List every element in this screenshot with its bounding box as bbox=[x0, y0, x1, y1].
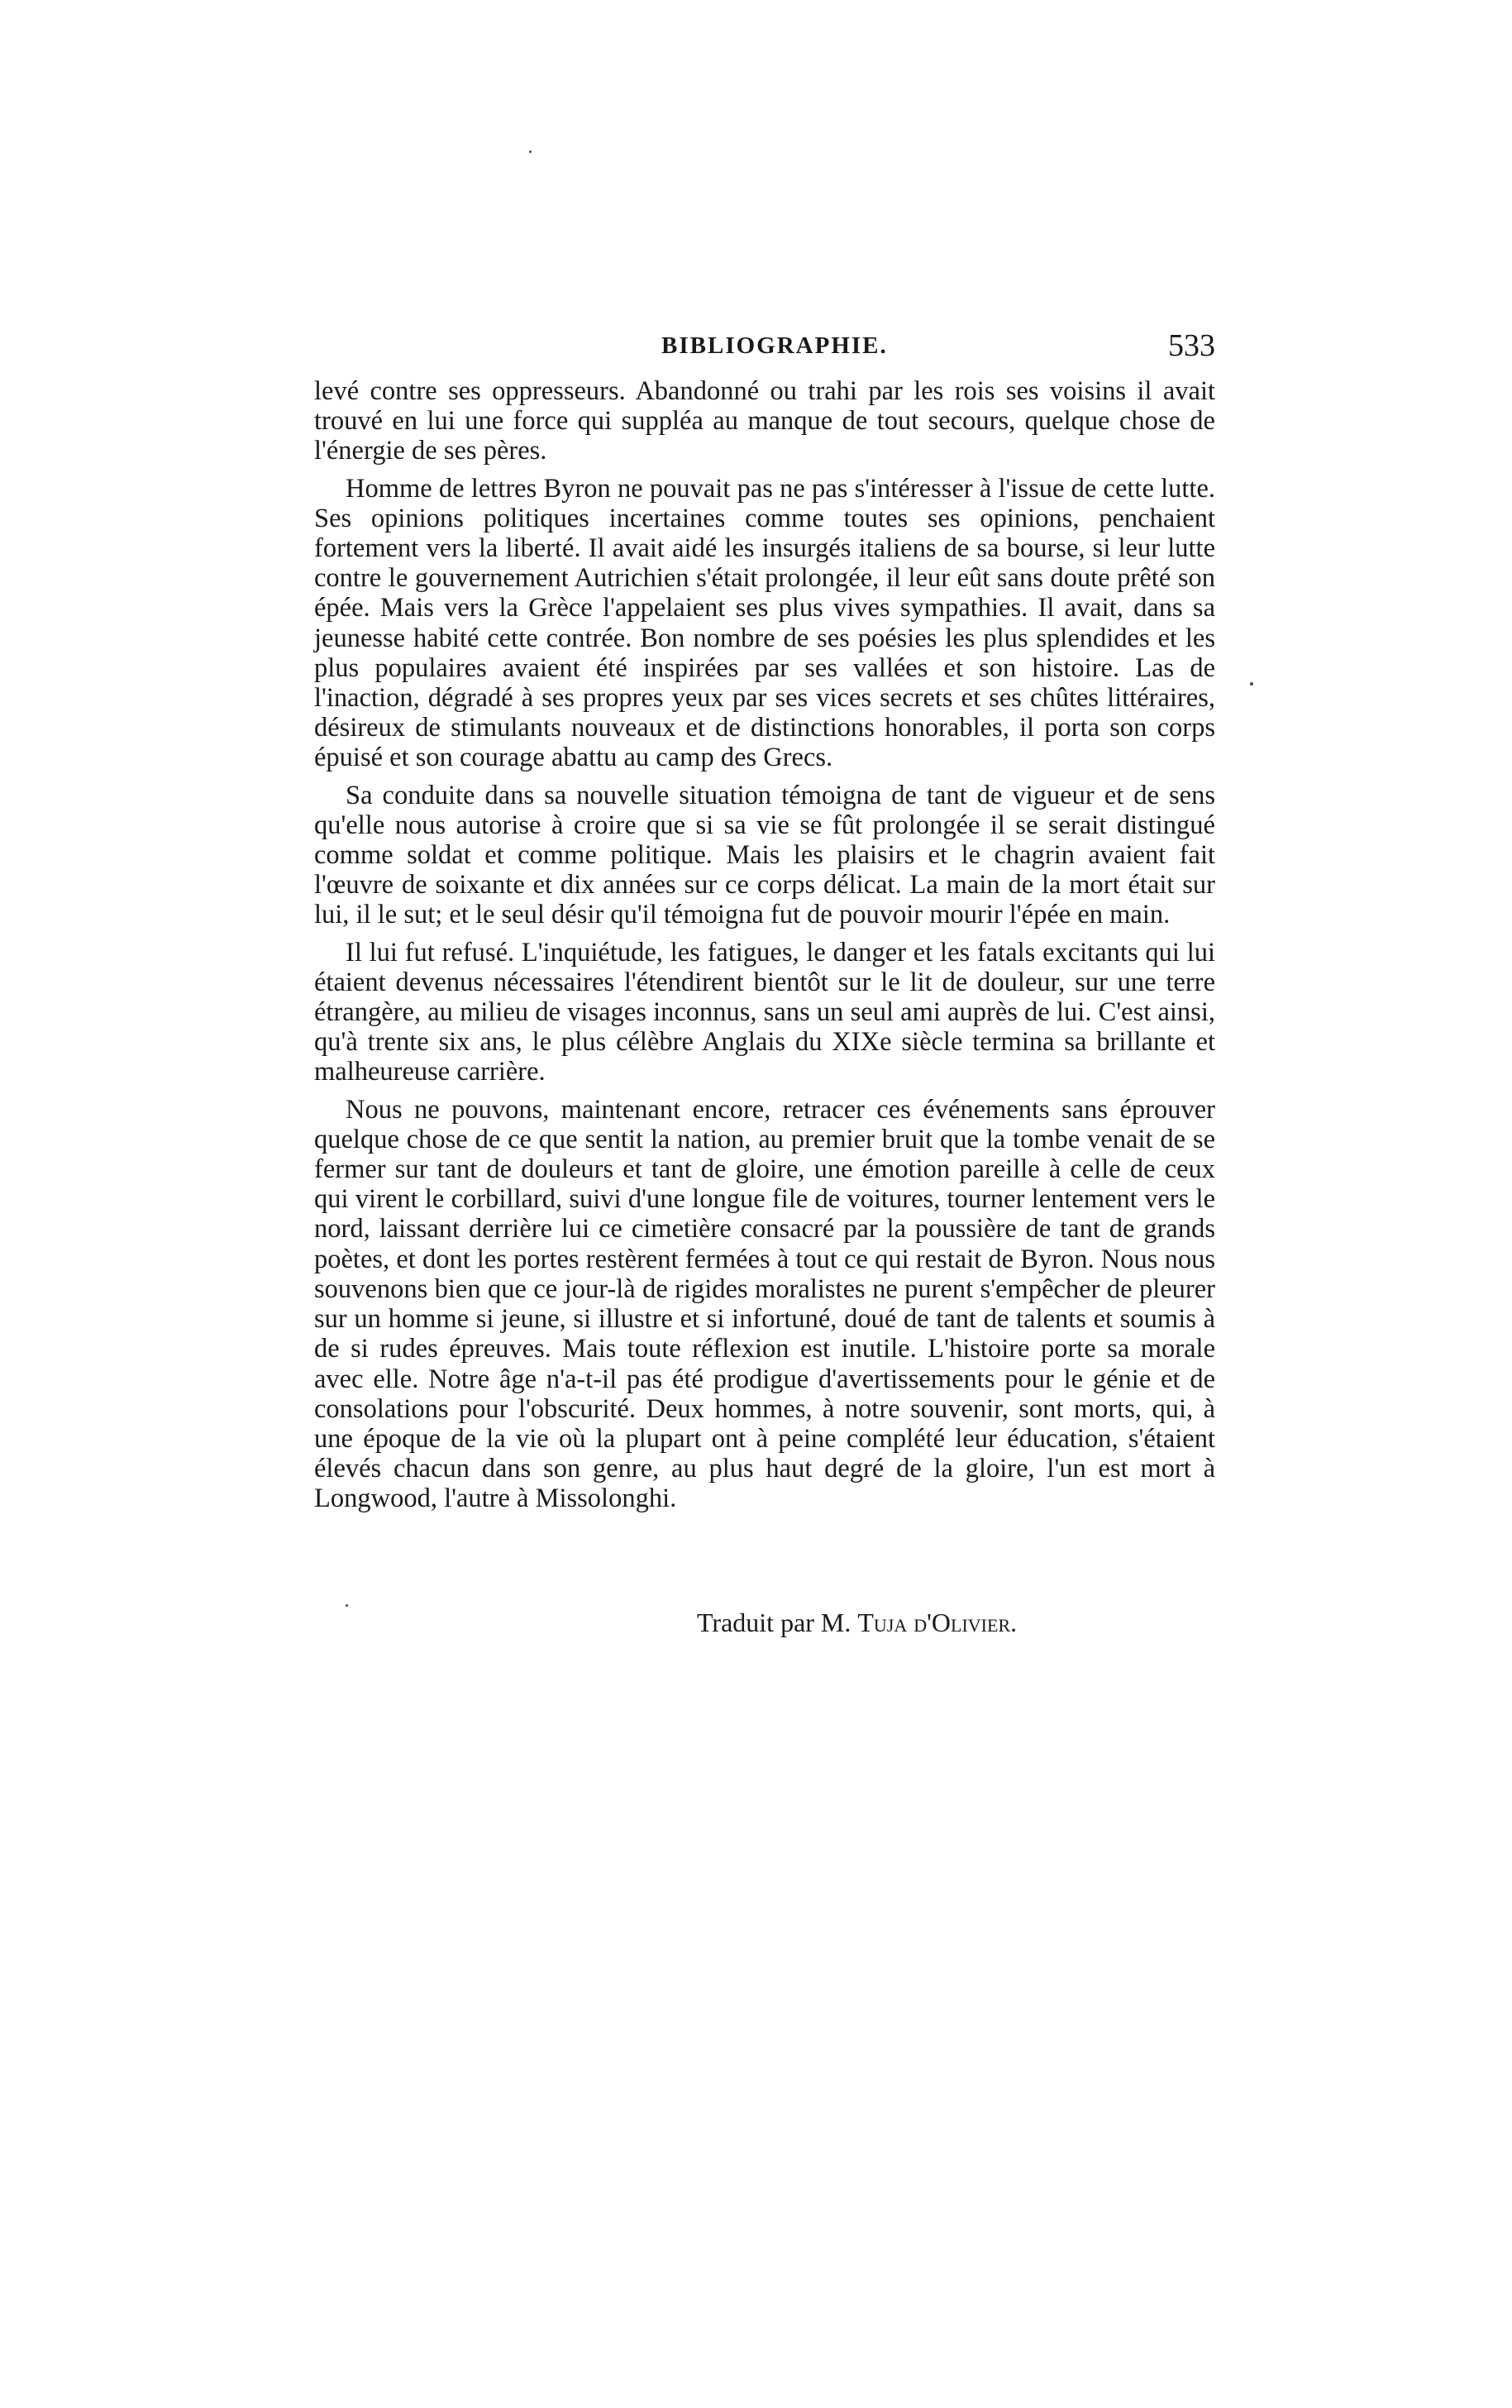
margin-speck bbox=[346, 1604, 348, 1607]
body-text bbox=[314, 376, 1215, 1522]
translator-signature bbox=[697, 1608, 1017, 1638]
paragraph-5: Nous ne pouvons, maintenant encore, retracer ces événements sans éprouver quelque chose de ce que sentit la nation, au premier bruit que la tombe venait de se fermer sur tant de douleurs et tant de gloire, une émotion pareille à celle de ceux qui virent le corbillard, suivi d'une longue file de voitures, tourner lentement vers le nord, laissant derrière lui ce cimetière consacré par la poussière de tant de grands poètes, et dont les portes restèrent fermées à tout ce qui restait de Byron. Nous nous souvenons bien que ce jour-là de rigides moralistes ne purent s'empêcher de pleurer sur un homme si jeune, si illustre et si infortuné, doué de tant de talents et soumis à de si rudes épreuves. Mais toute réflexion est inutile. L'histoire porte sa morale avec elle. Notre âge n'a-t-il pas été prodigue d'avertissements pour le génie et de consolations pour l'obscurité. Deux hommes, à notre souvenir, sont morts, qui, à une époque de la vie où la plupart ont à peine complété leur éducation, s'étaient élevés chacun dans son genre, au plus haut degré de la gloire, l'un est mort à Longwood, l'autre à Missolonghi. bbox=[314, 1094, 1215, 1514]
page-header bbox=[314, 328, 1215, 374]
signature-prefix: Traduit par M. bbox=[697, 1608, 851, 1637]
page-number: 533 bbox=[1168, 328, 1215, 363]
paragraph-4: Il lui fut refusé. L'inquiétude, les fatigues, le danger et les fatals excitants qui lui étaient devenus nécessaires l'étendirent bientôt sur le lit de douleur, sur une terre étrangère, au milieu de visages inconnus, sans un seul ami auprès de lui. C'est ainsi, qu'à trente six ans, le plus célèbre Anglais du XIXe siècle termina sa brillante et malheureuse carrière. bbox=[314, 937, 1215, 1087]
margin-speck bbox=[1250, 682, 1253, 686]
translator-name: Tuja d'Olivier. bbox=[857, 1608, 1018, 1637]
paragraph-1: levé contre ses oppresseurs. Abandonné ou trahi par les rois ses voisins il avait trouvé en lui une force qui suppléa au manque de tout secours, quelque chose de l'énergie de ses pères. bbox=[314, 376, 1215, 466]
running-head: BIBLIOGRAPHIE. bbox=[661, 332, 888, 359]
paragraph-2: Homme de lettres Byron ne pouvait pas ne pas s'intéresser à l'issue de cette lutte. Ses opinions politiques incertaines comme toutes ses opinions, penchaient fortement vers la liberté. Il avait aidé les insurgés italiens de sa bourse, si leur lutte contre le gouvernement Autrichien s'était prolongée, il leur eût sans doute prêté son épée. Mais vers la Grèce l'appelaient ses plus vives sympathies. Il avait, dans sa jeunesse habité cette contrée. Bon nombre de ses poésies les plus splendides et les plus populaires avaient été inspirées par ses vallées et son histoire. Las de l'inaction, dégradé à ses propres yeux par ses vices secrets et ses chûtes littéraires, désireux de stimulants nouveaux et de distinctions honorables, il porta son corps épuisé et son courage abattu au camp des Grecs. bbox=[314, 473, 1215, 773]
margin-speck bbox=[529, 150, 532, 153]
paragraph-3: Sa conduite dans sa nouvelle situation témoigna de tant de vigueur et de sens qu'elle nous autorise à croire que si sa vie se fût prolongée il se serait distingué comme soldat et comme politique. Mais les plaisirs et le chagrin avaient fait l'œuvre de soixante et dix années sur ce corps délicat. La main de la mort était sur lui, il le sut; et le seul désir qu'il témoigna fut de pouvoir mourir l'épée en main. bbox=[314, 780, 1215, 930]
